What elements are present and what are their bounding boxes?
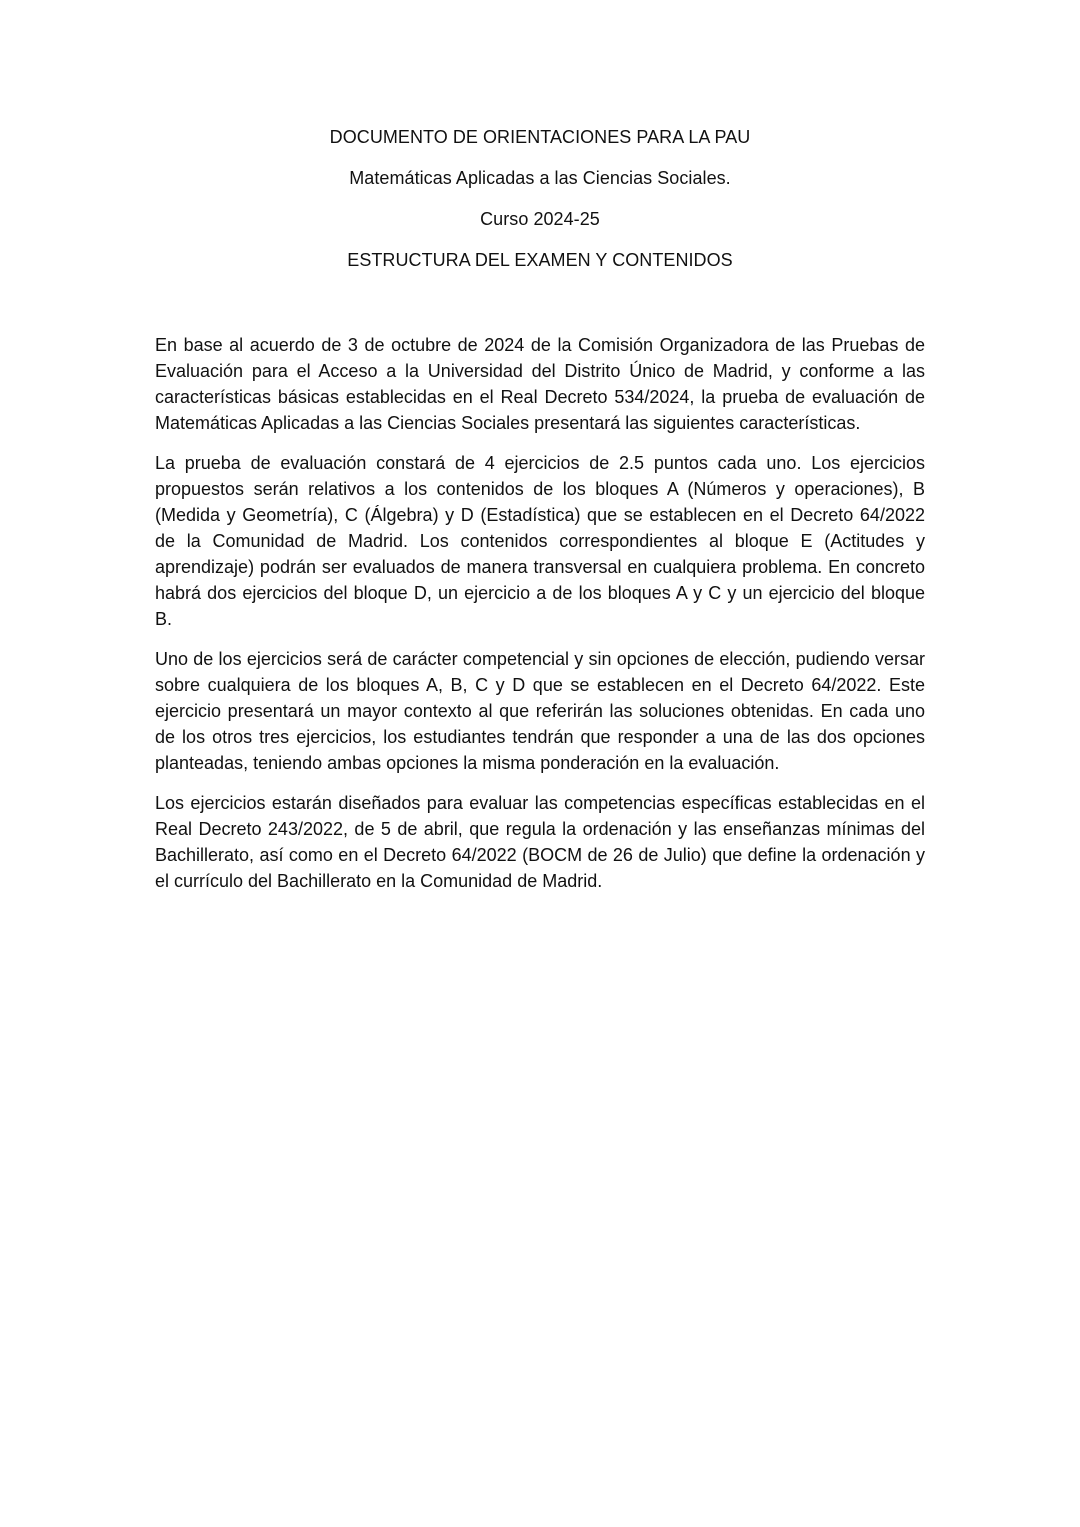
document-title: DOCUMENTO DE ORIENTACIONES PARA LA PAU	[329, 127, 751, 147]
section-title: ESTRUCTURA DEL EXAMEN Y CONTENIDOS	[347, 250, 733, 270]
paragraph-competency-exercise: Uno de los ejercicios será de carácter competencial y sin opciones de elección, pudiendo versar sobre cualquiera de los bloques A, B, C y D que se establecen en el Decreto 64/2022. Este ejercicio presentará un mayor contexto al que referirán las soluciones obtenidas. En cada uno de los otros tres ejercicios, los estudiantes tendrán que responder a una de las dos opciones planteadas, teniendo ambas opciones la misma ponderación en la evaluación.	[155, 649, 925, 773]
document-body	[155, 332, 925, 908]
document-header	[155, 124, 925, 288]
subject-title: Matemáticas Aplicadas a las Ciencias Sociales.	[349, 168, 731, 188]
paragraph-intro: En base al acuerdo de 3 de octubre de 2024 de la Comisión Organizadora de las Pruebas de Evaluación para el Acceso a la Universidad del Distrito Único de Madrid, y conforme a las características básicas establecidas en el Real Decreto 534/2024, la prueba de evaluación de Matemáticas Aplicadas a las Ciencias Sociales presentará las siguientes características.	[155, 335, 925, 433]
course-label: Curso 2024-25	[480, 209, 600, 229]
paragraph-exam-structure: La prueba de evaluación constará de 4 ejercicios de 2.5 puntos cada uno. Los ejercicios propuestos serán relativos a los contenidos de los bloques A (Números y operaciones), B (Medida y Geometría), C (Álgebra) y D (Estadística) que se establecen en el Decreto 64/2022 de la Comunidad de Madrid. Los contenidos correspondientes al bloque E (Actitudes y aprendizaje) podrán ser evaluados de manera transversal en cualquiera problema. En concreto habrá dos ejercicios del bloque D, un ejercicio a de los bloques A y C y un ejercicio del bloque B.	[155, 453, 925, 629]
paragraph-competencies: Los ejercicios estarán diseñados para evaluar las competencias específicas establecidas en el Real Decreto 243/2022, de 5 de abril, que regula la ordenación y las enseñanzas mínimas del Bachillerato, así como en el Decreto 64/2022 (BOCM de 26 de Julio) que define la ordenación y el currículo del Bachillerato en la Comunidad de Madrid.	[155, 793, 925, 891]
